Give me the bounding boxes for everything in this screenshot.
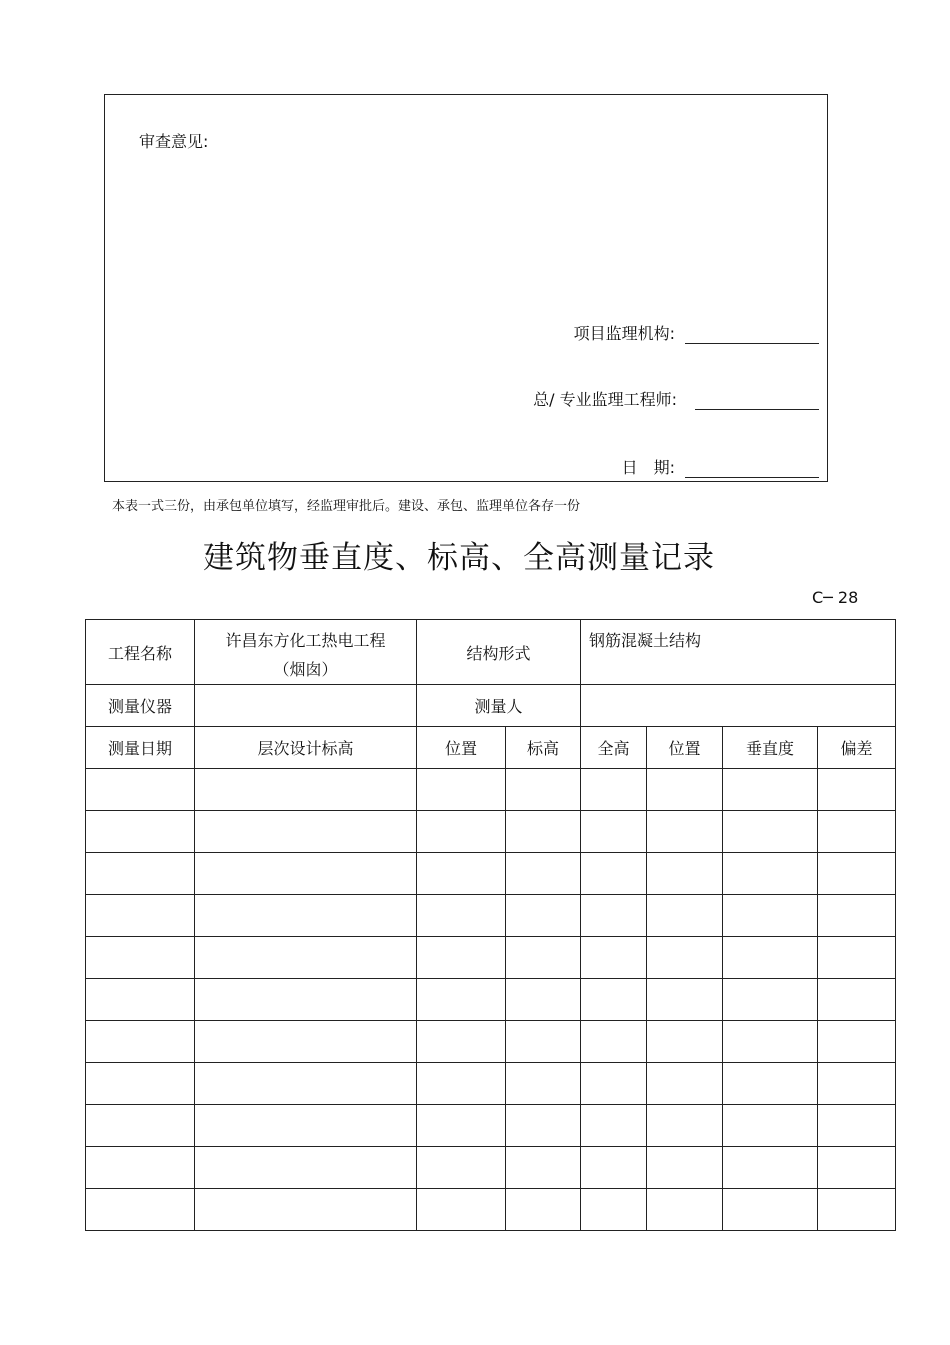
table-cell[interactable] [417, 1105, 506, 1147]
col-header-position-2: 位置 [647, 727, 723, 769]
table-cell[interactable] [647, 1105, 723, 1147]
table-cell[interactable] [647, 811, 723, 853]
table-cell[interactable] [818, 1105, 896, 1147]
date-row [622, 455, 819, 478]
table-cell[interactable] [647, 1189, 723, 1231]
table-cell[interactable] [581, 979, 647, 1021]
project-name-line1: 许昌东方化工热电工程 [225, 631, 386, 650]
table-cell[interactable] [506, 811, 581, 853]
col-header-design-elevation: 层次设计标高 [195, 727, 417, 769]
project-name-line2: （烟囱） [273, 660, 338, 679]
col-header-deviation: 偏差 [818, 727, 896, 769]
table-cell[interactable] [195, 979, 417, 1021]
table-cell[interactable] [723, 979, 818, 1021]
table-cell[interactable] [195, 1063, 417, 1105]
table-row [86, 1063, 896, 1105]
table-cell[interactable] [647, 769, 723, 811]
table-cell[interactable] [647, 895, 723, 937]
col-header-verticality: 垂直度 [723, 727, 818, 769]
table-cell[interactable] [86, 811, 195, 853]
table-cell[interactable] [86, 1063, 195, 1105]
table-cell[interactable] [195, 1147, 417, 1189]
table-row [86, 1147, 896, 1189]
surveyor-value[interactable] [581, 685, 896, 727]
structure-type-value[interactable]: 钢筋混凝土结构 [581, 620, 896, 685]
instrument-row [86, 685, 896, 727]
table-cell[interactable] [818, 853, 896, 895]
supervision-org-label: 项目监理机构: [573, 324, 675, 343]
table-cell[interactable] [723, 895, 818, 937]
table-row [86, 1021, 896, 1063]
date-label: 日 期: [621, 458, 675, 477]
project-info-row [86, 620, 896, 685]
table-cell[interactable] [581, 1189, 647, 1231]
table-row [86, 853, 896, 895]
instrument-value[interactable] [195, 685, 417, 727]
table-cell[interactable] [86, 769, 195, 811]
table-cell[interactable] [647, 1063, 723, 1105]
table-cell[interactable] [581, 853, 647, 895]
table-cell[interactable] [506, 1189, 581, 1231]
project-name-label: 工程名称 [86, 620, 195, 685]
table-cell[interactable] [195, 1105, 417, 1147]
form-code: C─ 28 [812, 588, 859, 607]
table-cell[interactable] [723, 1021, 818, 1063]
table-cell[interactable] [506, 769, 581, 811]
table-cell[interactable] [818, 979, 896, 1021]
column-header-row [86, 727, 896, 769]
supervision-org-row [574, 321, 819, 344]
table-cell[interactable] [506, 1063, 581, 1105]
table-cell[interactable] [581, 895, 647, 937]
table-cell[interactable] [818, 1147, 896, 1189]
table-row [86, 895, 896, 937]
table-cell[interactable] [195, 1021, 417, 1063]
table-cell[interactable] [417, 1189, 506, 1231]
table-cell[interactable] [581, 769, 647, 811]
document-title: 建筑物垂直度、标高、全高测量记录 [203, 540, 715, 576]
measurement-record-table [85, 619, 896, 1231]
table-cell[interactable] [723, 1147, 818, 1189]
table-cell[interactable] [581, 937, 647, 979]
footnote: 本表一式三份，由承包单位填写，经监理审批后。建设、承包、监理单位各存一份 [112, 499, 581, 514]
structure-type-label: 结构形式 [417, 620, 581, 685]
review-box [104, 94, 828, 482]
table-cell[interactable] [195, 895, 417, 937]
table-cell[interactable] [417, 895, 506, 937]
table-cell[interactable] [818, 1189, 896, 1231]
table-cell[interactable] [417, 769, 506, 811]
table-cell[interactable] [818, 1063, 896, 1105]
table-cell[interactable] [417, 1147, 506, 1189]
table-row [86, 769, 896, 811]
table-cell[interactable] [581, 811, 647, 853]
table-cell[interactable] [818, 769, 896, 811]
engineer-row [533, 387, 819, 410]
table-cell[interactable] [818, 895, 896, 937]
table-cell[interactable] [195, 769, 417, 811]
table-cell[interactable] [86, 1105, 195, 1147]
table-cell[interactable] [417, 853, 506, 895]
table-cell[interactable] [723, 1105, 818, 1147]
table-cell[interactable] [195, 811, 417, 853]
table-cell[interactable] [581, 1021, 647, 1063]
table-cell[interactable] [723, 937, 818, 979]
table-cell[interactable] [506, 979, 581, 1021]
engineer-signature-line[interactable] [695, 391, 819, 410]
table-cell[interactable] [506, 895, 581, 937]
project-name-value[interactable] [195, 620, 417, 685]
table-cell[interactable] [506, 853, 581, 895]
col-header-position: 位置 [417, 727, 506, 769]
table-cell[interactable] [818, 937, 896, 979]
table-cell[interactable] [86, 853, 195, 895]
table-row [86, 979, 896, 1021]
table-cell[interactable] [417, 1063, 506, 1105]
table-cell[interactable] [506, 1105, 581, 1147]
table-cell[interactable] [195, 937, 417, 979]
table-cell[interactable] [86, 895, 195, 937]
table-cell[interactable] [647, 979, 723, 1021]
table-cell[interactable] [818, 1021, 896, 1063]
table-cell[interactable] [723, 853, 818, 895]
table-row [86, 937, 896, 979]
table-cell[interactable] [506, 1021, 581, 1063]
table-cell[interactable] [723, 1063, 818, 1105]
review-opinion-label: 审查意见: [139, 132, 209, 151]
col-header-elevation: 标高 [506, 727, 581, 769]
col-header-measure-date: 测量日期 [86, 727, 195, 769]
table-row [86, 1105, 896, 1147]
table-cell[interactable] [581, 1063, 647, 1105]
supervision-org-signature-line[interactable] [685, 325, 819, 344]
table-cell[interactable] [723, 811, 818, 853]
table-cell[interactable] [723, 769, 818, 811]
table-cell[interactable] [195, 853, 417, 895]
surveyor-label: 测量人 [417, 685, 581, 727]
table-cell[interactable] [417, 937, 506, 979]
table-cell[interactable] [417, 979, 506, 1021]
table-cell[interactable] [86, 1021, 195, 1063]
instrument-label: 测量仪器 [86, 685, 195, 727]
col-header-total-height: 全高 [581, 727, 647, 769]
table-cell[interactable] [506, 1147, 581, 1189]
table-cell[interactable] [195, 1189, 417, 1231]
table-cell[interactable] [86, 1189, 195, 1231]
table-cell[interactable] [86, 1147, 195, 1189]
table-row [86, 1189, 896, 1231]
table-cell[interactable] [581, 1105, 647, 1147]
table-cell[interactable] [417, 1021, 506, 1063]
table-cell[interactable] [647, 853, 723, 895]
table-cell[interactable] [647, 937, 723, 979]
table-row [86, 811, 896, 853]
engineer-label: 总/ 专业监理工程师: [533, 390, 677, 409]
table-cell[interactable] [581, 1147, 647, 1189]
table-cell[interactable] [417, 811, 506, 853]
table-cell[interactable] [647, 1021, 723, 1063]
date-signature-line[interactable] [685, 459, 819, 478]
table-cell[interactable] [506, 937, 581, 979]
table-cell[interactable] [818, 811, 896, 853]
table-cell[interactable] [86, 937, 195, 979]
table-cell[interactable] [647, 1147, 723, 1189]
table-cell[interactable] [723, 1189, 818, 1231]
table-cell[interactable] [86, 979, 195, 1021]
